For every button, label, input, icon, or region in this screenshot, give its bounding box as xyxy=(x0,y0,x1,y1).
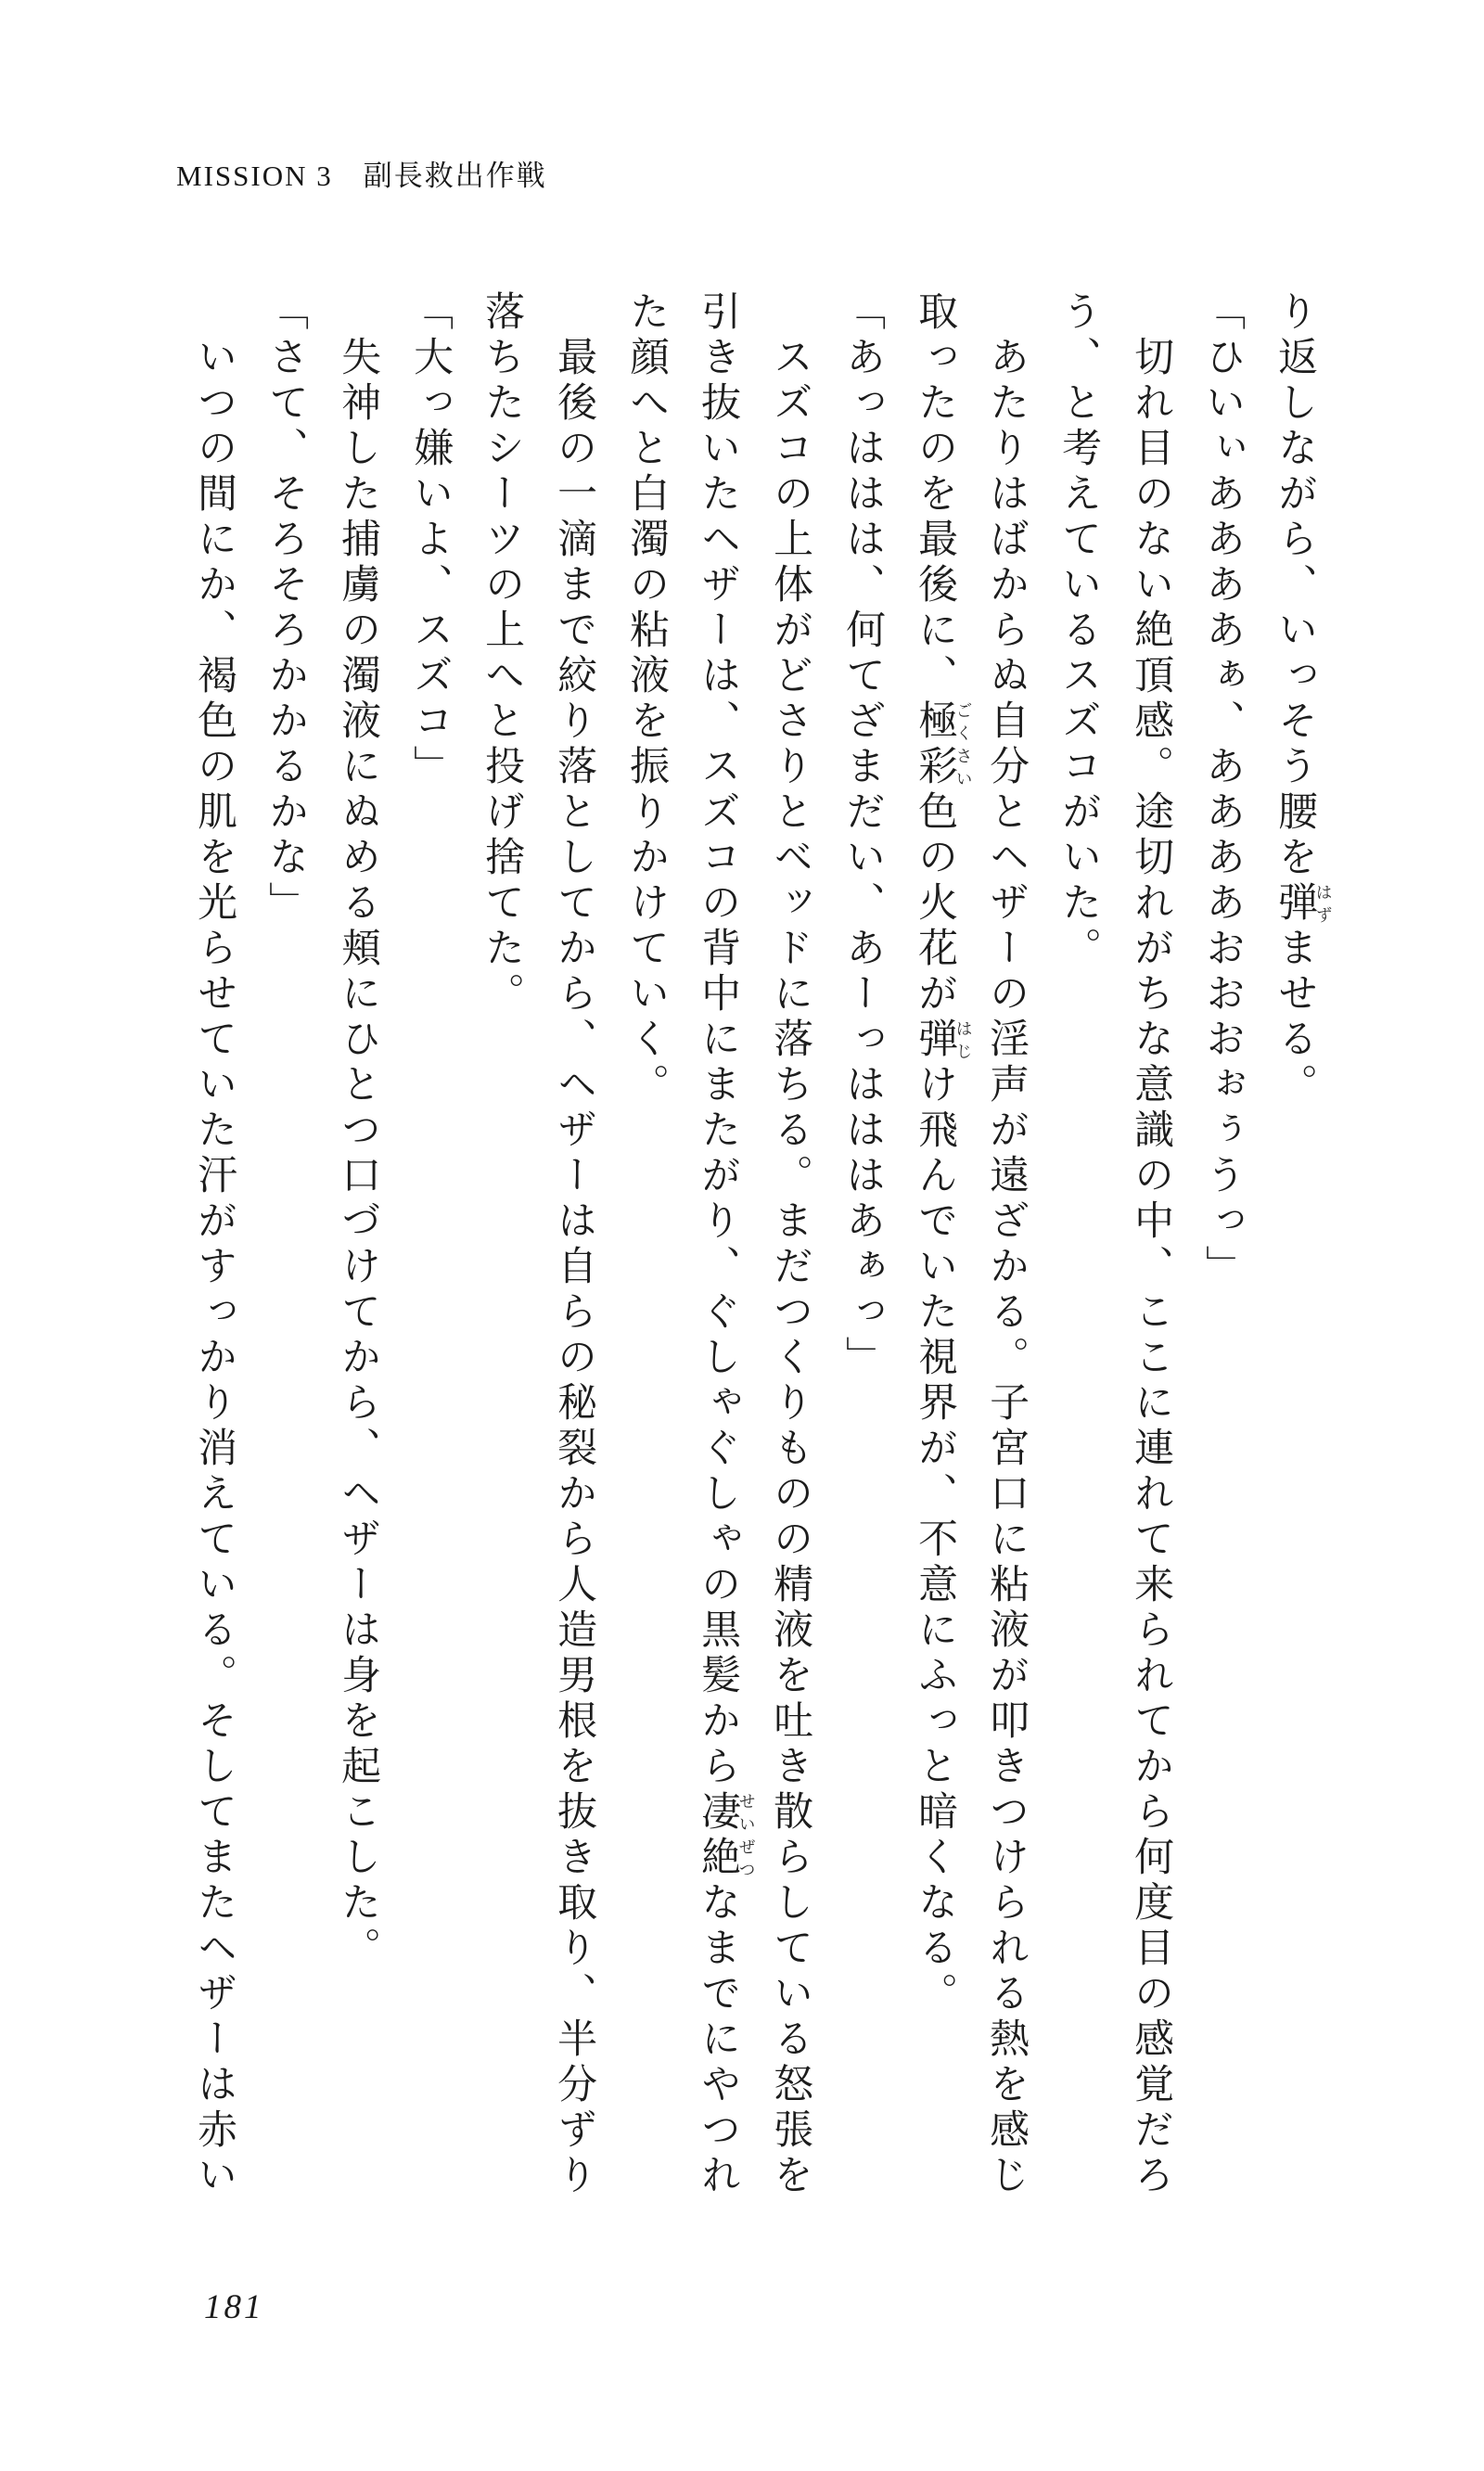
page-number: 181 xyxy=(204,2288,264,2326)
text-column: いつの間にか、褐色の肌を光らせていた汗がすっかり消えている。そしてまたヘザーは赤い xyxy=(192,336,237,2199)
furigana: はじ xyxy=(953,1018,973,1063)
furigana-annotated-text: 凄絶せいぜつ xyxy=(696,1790,756,1881)
furigana: はず xyxy=(1313,881,1333,927)
text-column: 「あっははは、何てざまだい、あーっはははあぁっ」 xyxy=(840,290,885,1381)
text-column: 取ったのを最後に、極彩ごくさい色の火花が弾はじけ飛んでいた視界が、不意にふっと暗くなる。 xyxy=(913,290,973,2017)
text-column: 切れ目のない絶頂感。途切れがちな意識の中、ここに連れて来られてから何度目の感覚だろ xyxy=(1129,336,1173,2199)
text-column: 失神した捕虜の濁液にぬめる頬にひとつ口づけてから、ヘザーは身を起こした。 xyxy=(336,336,380,1972)
text-column: 引き抜いたヘザーは、スズコの背中にまたがり、ぐしゃぐしゃの黒髪から凄絶せいぜつなまでにやつれ xyxy=(696,290,756,2199)
text-column: り返しながら、いっそう腰を弾はずませる。 xyxy=(1273,290,1333,1108)
text-column: う、と考えているスズコがいた。 xyxy=(1056,290,1101,972)
text-column: 「大っ嫌いよ、スズコ」 xyxy=(408,290,453,790)
text-column: た顔へと白濁の粘液を振りかけていく。 xyxy=(624,290,669,1108)
furigana: ごくさい xyxy=(953,699,973,790)
furigana-annotated-text: 弾はず xyxy=(1273,881,1333,927)
text-column: 落ちたシーツの上へと投げ捨てた。 xyxy=(480,290,524,1018)
furigana: せいぜつ xyxy=(736,1790,756,1881)
text-column: 最後の一滴まで絞り落としてから、ヘザーは自らの秘裂から人造男根を抜き取り、半分ずり xyxy=(552,336,596,2199)
furigana-annotated-text: 弾はじ xyxy=(913,1018,973,1063)
chapter-header: MISSION 3 副長救出作戦 xyxy=(176,160,547,192)
text-column: あたりはばからぬ自分とヘザーの淫声が遠ざかる。子宮口に粘液が叩きつけられる熱を感じ xyxy=(984,336,1029,2199)
furigana-annotated-text: 極彩ごくさい xyxy=(913,699,973,790)
text-column: 「さて、そろそろかかるかな」 xyxy=(263,290,308,927)
text-column: 「ひいぃああああぁ、ああああおおおぉぅうっ」 xyxy=(1200,290,1245,1290)
text-column: スズコの上体がどさりとベッドに落ちる。まだつくりものの精液を吐き散らしている怒張を xyxy=(768,336,812,2199)
